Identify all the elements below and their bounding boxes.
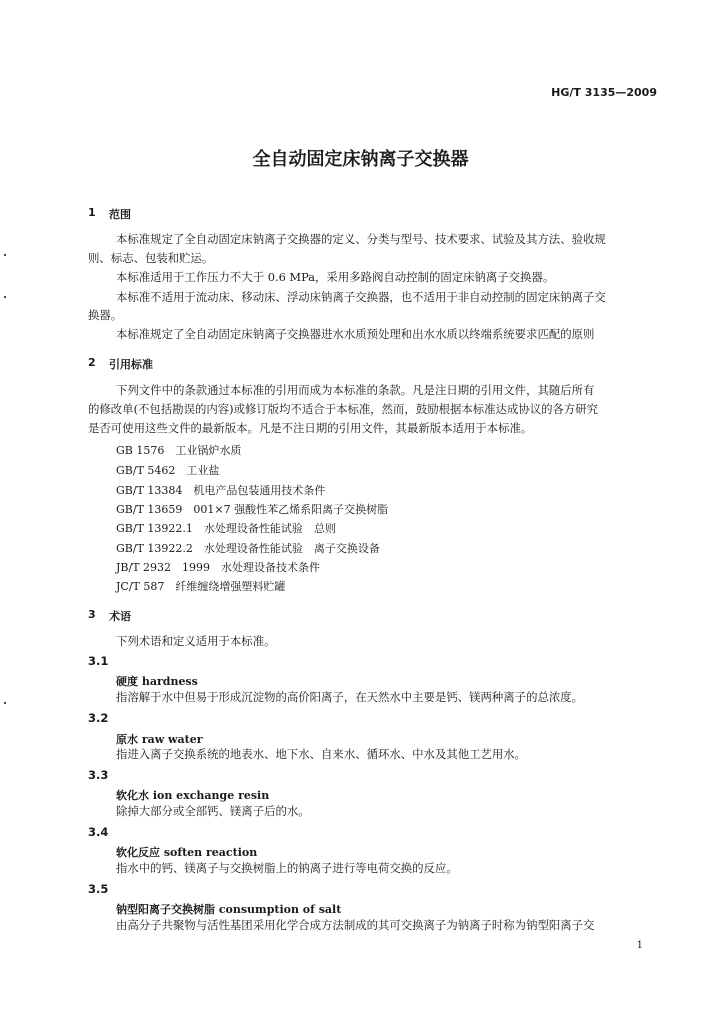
reference-item: JC/T 587 纤维缠绕增强塑料贮罐: [116, 580, 286, 593]
section-1-heading: 范围: [109, 208, 131, 221]
standard-number: HG/T 3135—2009: [551, 86, 657, 99]
term-heading: 软化水 ion exchange resin: [116, 789, 270, 802]
clause-number: 3.5: [88, 882, 109, 896]
document-title: 全自动固定床钠离子交换器: [252, 149, 469, 170]
scan-speck: [4, 254, 6, 256]
paragraph: 下列文件中的条款通过本标准的引用而成为本标准的条款。凡是注日期的引用文件，其随后所有: [116, 383, 595, 397]
paragraph: 本标准适用于工作压力不大于 0.6 MPa，采用多路阀自动控制的固定床钠离子交换器。: [116, 270, 555, 284]
reference-item: GB/T 5462 工业盐: [116, 464, 220, 477]
term-heading: 钠型阳离子交换树脂 consumption of salt: [116, 903, 342, 916]
term-definition: 由高分子共聚物与活性基团采用化学合成方法制成的其可交换离子为钠离子时称为钠型阳离子交: [116, 918, 595, 932]
term-definition: 指水中的钙、镁离子与交换树脂上的钠离子进行等电荷交换的反应。: [116, 861, 458, 875]
paragraph: 则、标志、包装和贮运。: [88, 251, 214, 265]
reference-item: GB/T 13384 机电产品包装通用技术条件: [116, 484, 326, 497]
paragraph: 下列术语和定义适用于本标准。: [116, 634, 276, 648]
section-2-number: 2: [88, 356, 96, 369]
paragraph: 是否可使用这些文件的最新版本。凡是不注日期的引用文件，其最新版本适用于本标准。: [88, 421, 533, 435]
term-definition: 指溶解于水中但易于形成沉淀物的高价阳离子，在天然水中主要是钙、镁两种离子的总浓度。: [116, 690, 584, 704]
reference-item: GB/T 13922.2 水处理设备性能试验 离子交换设备: [116, 542, 380, 555]
clause-number: 3.4: [88, 825, 109, 839]
clause-number: 3.1: [88, 654, 109, 668]
paragraph: 换器。: [88, 308, 123, 322]
section-1-number: 1: [88, 206, 96, 219]
scan-speck: [4, 296, 6, 298]
reference-item: GB/T 13659 001×7 强酸性苯乙烯系阳离子交换树脂: [116, 503, 389, 516]
reference-item: GB 1576 工业锅炉水质: [116, 444, 242, 457]
paragraph: 本标准规定了全自动固定床钠离子交换器的定义、分类与型号、技术要求、试验及其方法、验收规: [116, 232, 606, 246]
term-heading: 原水 raw water: [116, 733, 203, 746]
paragraph: 的修改单(不包括勘误的内容)或修订版均不适合于本标准，然而，鼓励根据本标准达成协议的各方研究: [88, 402, 599, 416]
page-number: 1: [636, 940, 643, 951]
term-definition: 除掉大部分或全部钙、镁离子后的水。: [116, 804, 310, 818]
term-definition: 指进入离子交换系统的地表水、地下水、自来水、循环水、中水及其他工艺用水。: [116, 747, 527, 761]
section-2-heading: 引用标准: [109, 358, 153, 371]
reference-item: GB/T 13922.1 水处理设备性能试验 总则: [116, 522, 336, 535]
term-heading: 硬度 hardness: [116, 675, 198, 688]
section-3-heading: 术语: [109, 610, 131, 623]
paragraph: 本标准不适用于流动床、移动床、浮动床钠离子交换器，也不适用于非自动控制的固定床钠离子交: [116, 290, 606, 304]
scan-speck: [4, 702, 6, 704]
clause-number: 3.2: [88, 711, 109, 725]
reference-item: JB/T 2932 1999 水处理设备技术条件: [116, 561, 321, 574]
clause-number: 3.3: [88, 768, 109, 782]
term-heading: 软化反应 soften reaction: [116, 846, 258, 859]
paragraph: 本标准规定了全自动固定床钠离子交换器进水水质预处理和出水水质以终端系统要求匹配的原则: [116, 327, 595, 341]
section-3-number: 3: [88, 608, 96, 621]
